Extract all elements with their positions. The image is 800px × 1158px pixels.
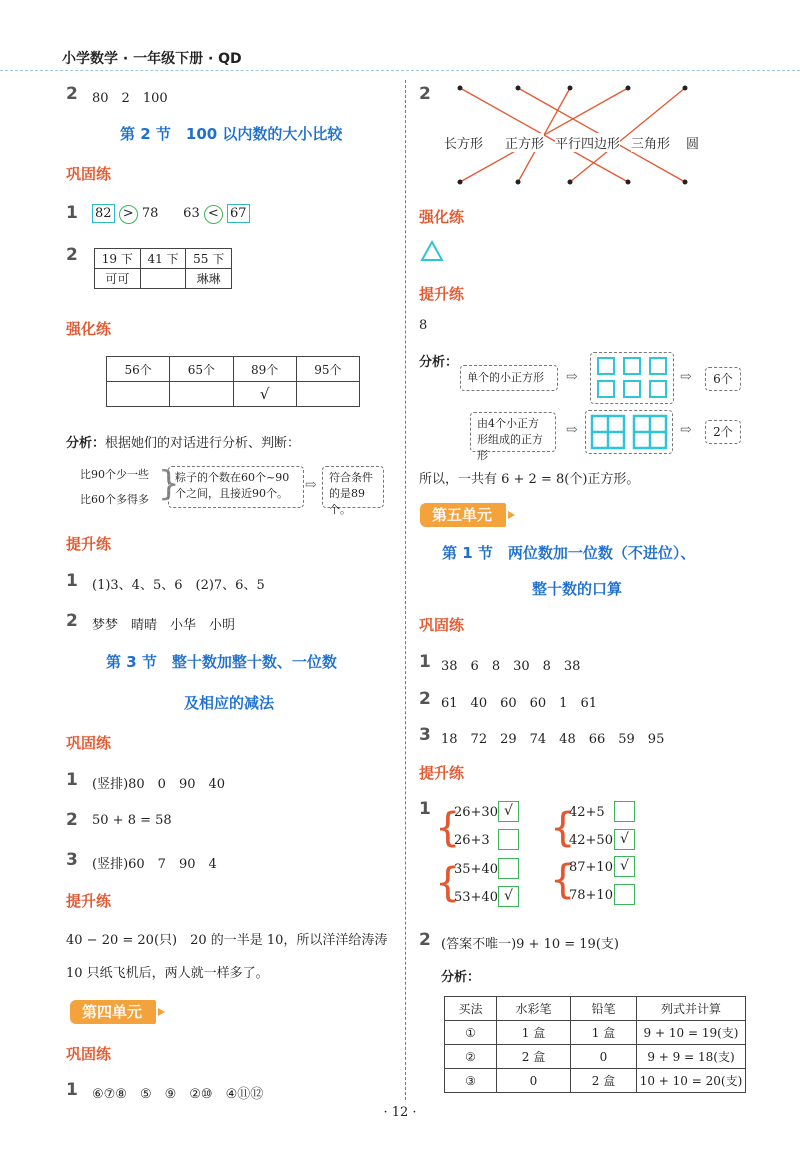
section-title-cont: 及相应的减法 — [184, 694, 275, 712]
unit-badge: 第四单元 — [70, 1000, 156, 1024]
table-cell: 琳琳 — [186, 269, 232, 289]
item-number: 1 — [66, 571, 78, 591]
section-title: 第 3 节 整十数加整十数、一位数 — [106, 653, 337, 671]
page-header-title: 小学数学 · 一年级下册 · QD — [62, 51, 242, 67]
flow-result-box: 符合条件的是89个。 — [322, 466, 384, 508]
category-qianghua: 强化练 — [419, 208, 465, 226]
category-tisheng: 提升练 — [419, 285, 465, 303]
table-row — [445, 1069, 746, 1093]
square-icon — [597, 380, 615, 398]
brace-icon: } — [158, 464, 180, 504]
table-cell: 56个 — [107, 357, 170, 382]
qianghua-table — [106, 356, 360, 407]
compare-c: 63 — [183, 206, 200, 221]
answer-text: (1)3、4、5、6 (2)7、6、5 — [92, 578, 265, 593]
brace-icon: { — [435, 805, 461, 851]
dot — [516, 180, 521, 185]
square-icon — [649, 357, 667, 375]
section-title: 第 2 节 100 以内数的大小比较 — [120, 125, 343, 143]
item-number: 3 — [66, 850, 78, 870]
category-tisheng: 提升练 — [66, 892, 112, 910]
shape-label: 平行四边形 — [555, 133, 620, 152]
answer-text: 8 — [419, 318, 428, 333]
square-icon — [649, 380, 667, 398]
square-icon — [597, 357, 615, 375]
table-cell: 55 下 — [186, 249, 232, 269]
dot — [516, 86, 521, 91]
small-squares-box — [590, 352, 674, 404]
triangle-icon — [420, 240, 444, 262]
table-cell: 1 盒 — [571, 1021, 637, 1045]
expression: 78+10 — [569, 888, 613, 903]
check-box — [498, 829, 519, 850]
dot — [458, 180, 463, 185]
flow-row2-label: 由4个小正方形组成的正方形 — [470, 412, 556, 452]
category-tisheng: 提升练 — [66, 535, 112, 553]
check-mark: √ — [233, 382, 296, 407]
compare-sign-1: > — [119, 205, 138, 224]
table-row — [445, 1021, 746, 1045]
section-title-cont: 整十数的口算 — [532, 580, 623, 598]
table-cell — [170, 382, 233, 407]
category-gonggu: 巩固练 — [66, 1045, 112, 1063]
arrow-right-icon: ⇨ — [680, 369, 692, 385]
item-number: 2 — [66, 84, 78, 104]
expression: 35+40 — [454, 862, 498, 877]
item-number: 2 — [66, 611, 78, 631]
big-squares-box — [585, 410, 673, 454]
arrow-right-icon: ⇨ — [305, 477, 317, 493]
expression: 26+30 — [454, 805, 498, 820]
answer-line: 40 − 20 = 20(只) 20 的一半是 10，所以洋洋给涛涛 — [66, 933, 388, 948]
answer-text: (答案不唯一)9 + 10 = 19(支) — [441, 937, 619, 952]
item-number: 1 — [419, 652, 431, 672]
table-cell: 可可 — [95, 269, 141, 289]
table-cell — [296, 382, 359, 407]
answer-text: ⑥⑦⑧ ⑤ ⑨ ②⑩ ④⑪⑫ — [92, 1087, 264, 1102]
analysis-label: 分析： — [66, 436, 106, 451]
table-cell: 9 + 10 = 19(支) — [637, 1021, 746, 1045]
check-box — [498, 858, 519, 879]
flow-row2-result: 2个 — [705, 420, 741, 444]
check-box — [614, 801, 635, 822]
dot — [683, 180, 688, 185]
item-number: 2 — [66, 810, 78, 830]
grid-squares-icon — [590, 414, 670, 450]
table-cell: 0 — [571, 1045, 637, 1069]
compare-b: 78 — [141, 206, 159, 221]
table-cell — [140, 269, 186, 289]
analysis-text: 根据她们的对话进行分析、判断： — [105, 436, 301, 451]
table-row — [445, 1045, 746, 1069]
analysis-label: 分析： — [441, 970, 481, 985]
table-header: 列式并计算 — [637, 997, 746, 1021]
table-cell: 95个 — [296, 357, 359, 382]
expression: 26+3 — [454, 833, 490, 848]
flow-left-2: 比60个多得多 — [80, 493, 149, 506]
arrow-right-icon: ⇨ — [566, 369, 578, 385]
answer-table — [94, 248, 232, 289]
category-gonggu: 巩固练 — [66, 734, 112, 752]
flow-left-1: 比90个少一些 — [80, 468, 149, 481]
compare-a: 82 — [92, 204, 115, 223]
check-box: √ — [498, 801, 519, 822]
category-gonggu: 巩固练 — [66, 165, 112, 183]
table-cell: ② — [445, 1045, 497, 1069]
item-number: 3 — [419, 725, 431, 745]
brace-icon: { — [550, 805, 576, 851]
table-cell: ① — [445, 1021, 497, 1045]
table-cell: 41 下 — [140, 249, 186, 269]
shape-label: 正方形 — [505, 133, 544, 152]
shape-label: 圆 — [686, 133, 699, 152]
shape-label: 三角形 — [631, 133, 670, 152]
expression: 87+10 — [569, 860, 613, 875]
answer-text: 梦梦 晴晴 小华 小明 — [92, 618, 236, 633]
item-number: 1 — [66, 1080, 78, 1100]
item-number: 2 — [419, 930, 431, 950]
category-tisheng: 提升练 — [419, 764, 465, 782]
table-cell — [107, 382, 170, 407]
expression: 42+5 — [569, 805, 605, 820]
brace-icon: { — [550, 857, 576, 903]
expression: 42+50 — [569, 833, 613, 848]
table-cell: 2 盒 — [571, 1069, 637, 1093]
flow-row1-label: 单个的小正方形 — [460, 365, 558, 391]
table-cell: ③ — [445, 1069, 497, 1093]
item-number: 2 — [66, 245, 78, 265]
unit-badge: 第五单元 — [420, 503, 506, 527]
summary-text: 所以，一共有 6 + 2 = 8(个)正方形。 — [419, 472, 640, 487]
flow-middle-box: 粽子的个数在60个~90个之间，且接近90个。 — [168, 466, 304, 508]
answer-text: 80 2 100 — [92, 91, 168, 106]
answer-text: 50 + 8 = 58 — [92, 813, 172, 828]
item-number: 2 — [419, 689, 431, 709]
dot — [568, 180, 573, 185]
answer-line: 10 只纸飞机后，两人就一样多了。 — [66, 966, 269, 981]
table-cell: 2 盒 — [497, 1045, 571, 1069]
answer-text: 38 6 8 30 8 38 — [441, 659, 581, 674]
check-box — [614, 884, 635, 905]
compare-answers — [92, 204, 250, 224]
dot — [458, 86, 463, 91]
category-qianghua: 强化练 — [66, 320, 112, 338]
table-cell: 10 + 10 = 20(支) — [637, 1069, 746, 1093]
dot — [568, 86, 573, 91]
table-cell: 89个 — [233, 357, 296, 382]
table-cell: 1 盒 — [497, 1021, 571, 1045]
table-header: 水彩笔 — [497, 997, 571, 1021]
brace-icon: { — [435, 860, 461, 906]
column-divider — [405, 80, 406, 1100]
dot — [626, 86, 631, 91]
analysis-label: 分析： — [419, 355, 459, 370]
answer-text: 61 40 60 60 1 61 — [441, 696, 597, 711]
category-gonggu: 巩固练 — [419, 616, 465, 634]
flow-row1-result: 6个 — [705, 367, 741, 391]
answer-text: (竖排)60 7 90 4 — [92, 857, 217, 872]
check-box: √ — [614, 829, 635, 850]
answer-text: 18 72 29 74 48 66 59 95 — [441, 732, 665, 747]
square-icon — [623, 357, 641, 375]
table-cell: 65个 — [170, 357, 233, 382]
item-number: 1 — [66, 203, 78, 223]
compare-sign-2: < — [204, 205, 223, 224]
page-number: · 12 · — [383, 1105, 417, 1120]
check-box: √ — [498, 886, 519, 907]
answer-text: (竖排)80 0 90 40 — [92, 777, 226, 792]
shape-label: 长方形 — [444, 133, 483, 152]
item-number: 2 — [419, 84, 431, 104]
dot — [626, 180, 631, 185]
header-divider — [0, 70, 800, 71]
item-number: 1 — [66, 770, 78, 790]
analysis-line — [66, 432, 300, 451]
compare-d: 67 — [227, 204, 250, 223]
table-cell: 9 + 9 = 18(支) — [637, 1045, 746, 1069]
dot — [683, 86, 688, 91]
section-title: 第 1 节 两位数加一位数（不进位）、 — [442, 544, 696, 562]
check-box: √ — [614, 856, 635, 877]
table-cell: 19 下 — [95, 249, 141, 269]
square-icon — [623, 380, 641, 398]
expression: 53+40 — [454, 890, 498, 905]
table-header: 买法 — [445, 997, 497, 1021]
item-number: 1 — [419, 799, 431, 819]
table-header: 铅笔 — [571, 997, 637, 1021]
arrow-right-icon: ⇨ — [566, 422, 578, 438]
purchase-table — [444, 996, 746, 1093]
arrow-right-icon: ⇨ — [680, 422, 692, 438]
table-cell: 0 — [497, 1069, 571, 1093]
